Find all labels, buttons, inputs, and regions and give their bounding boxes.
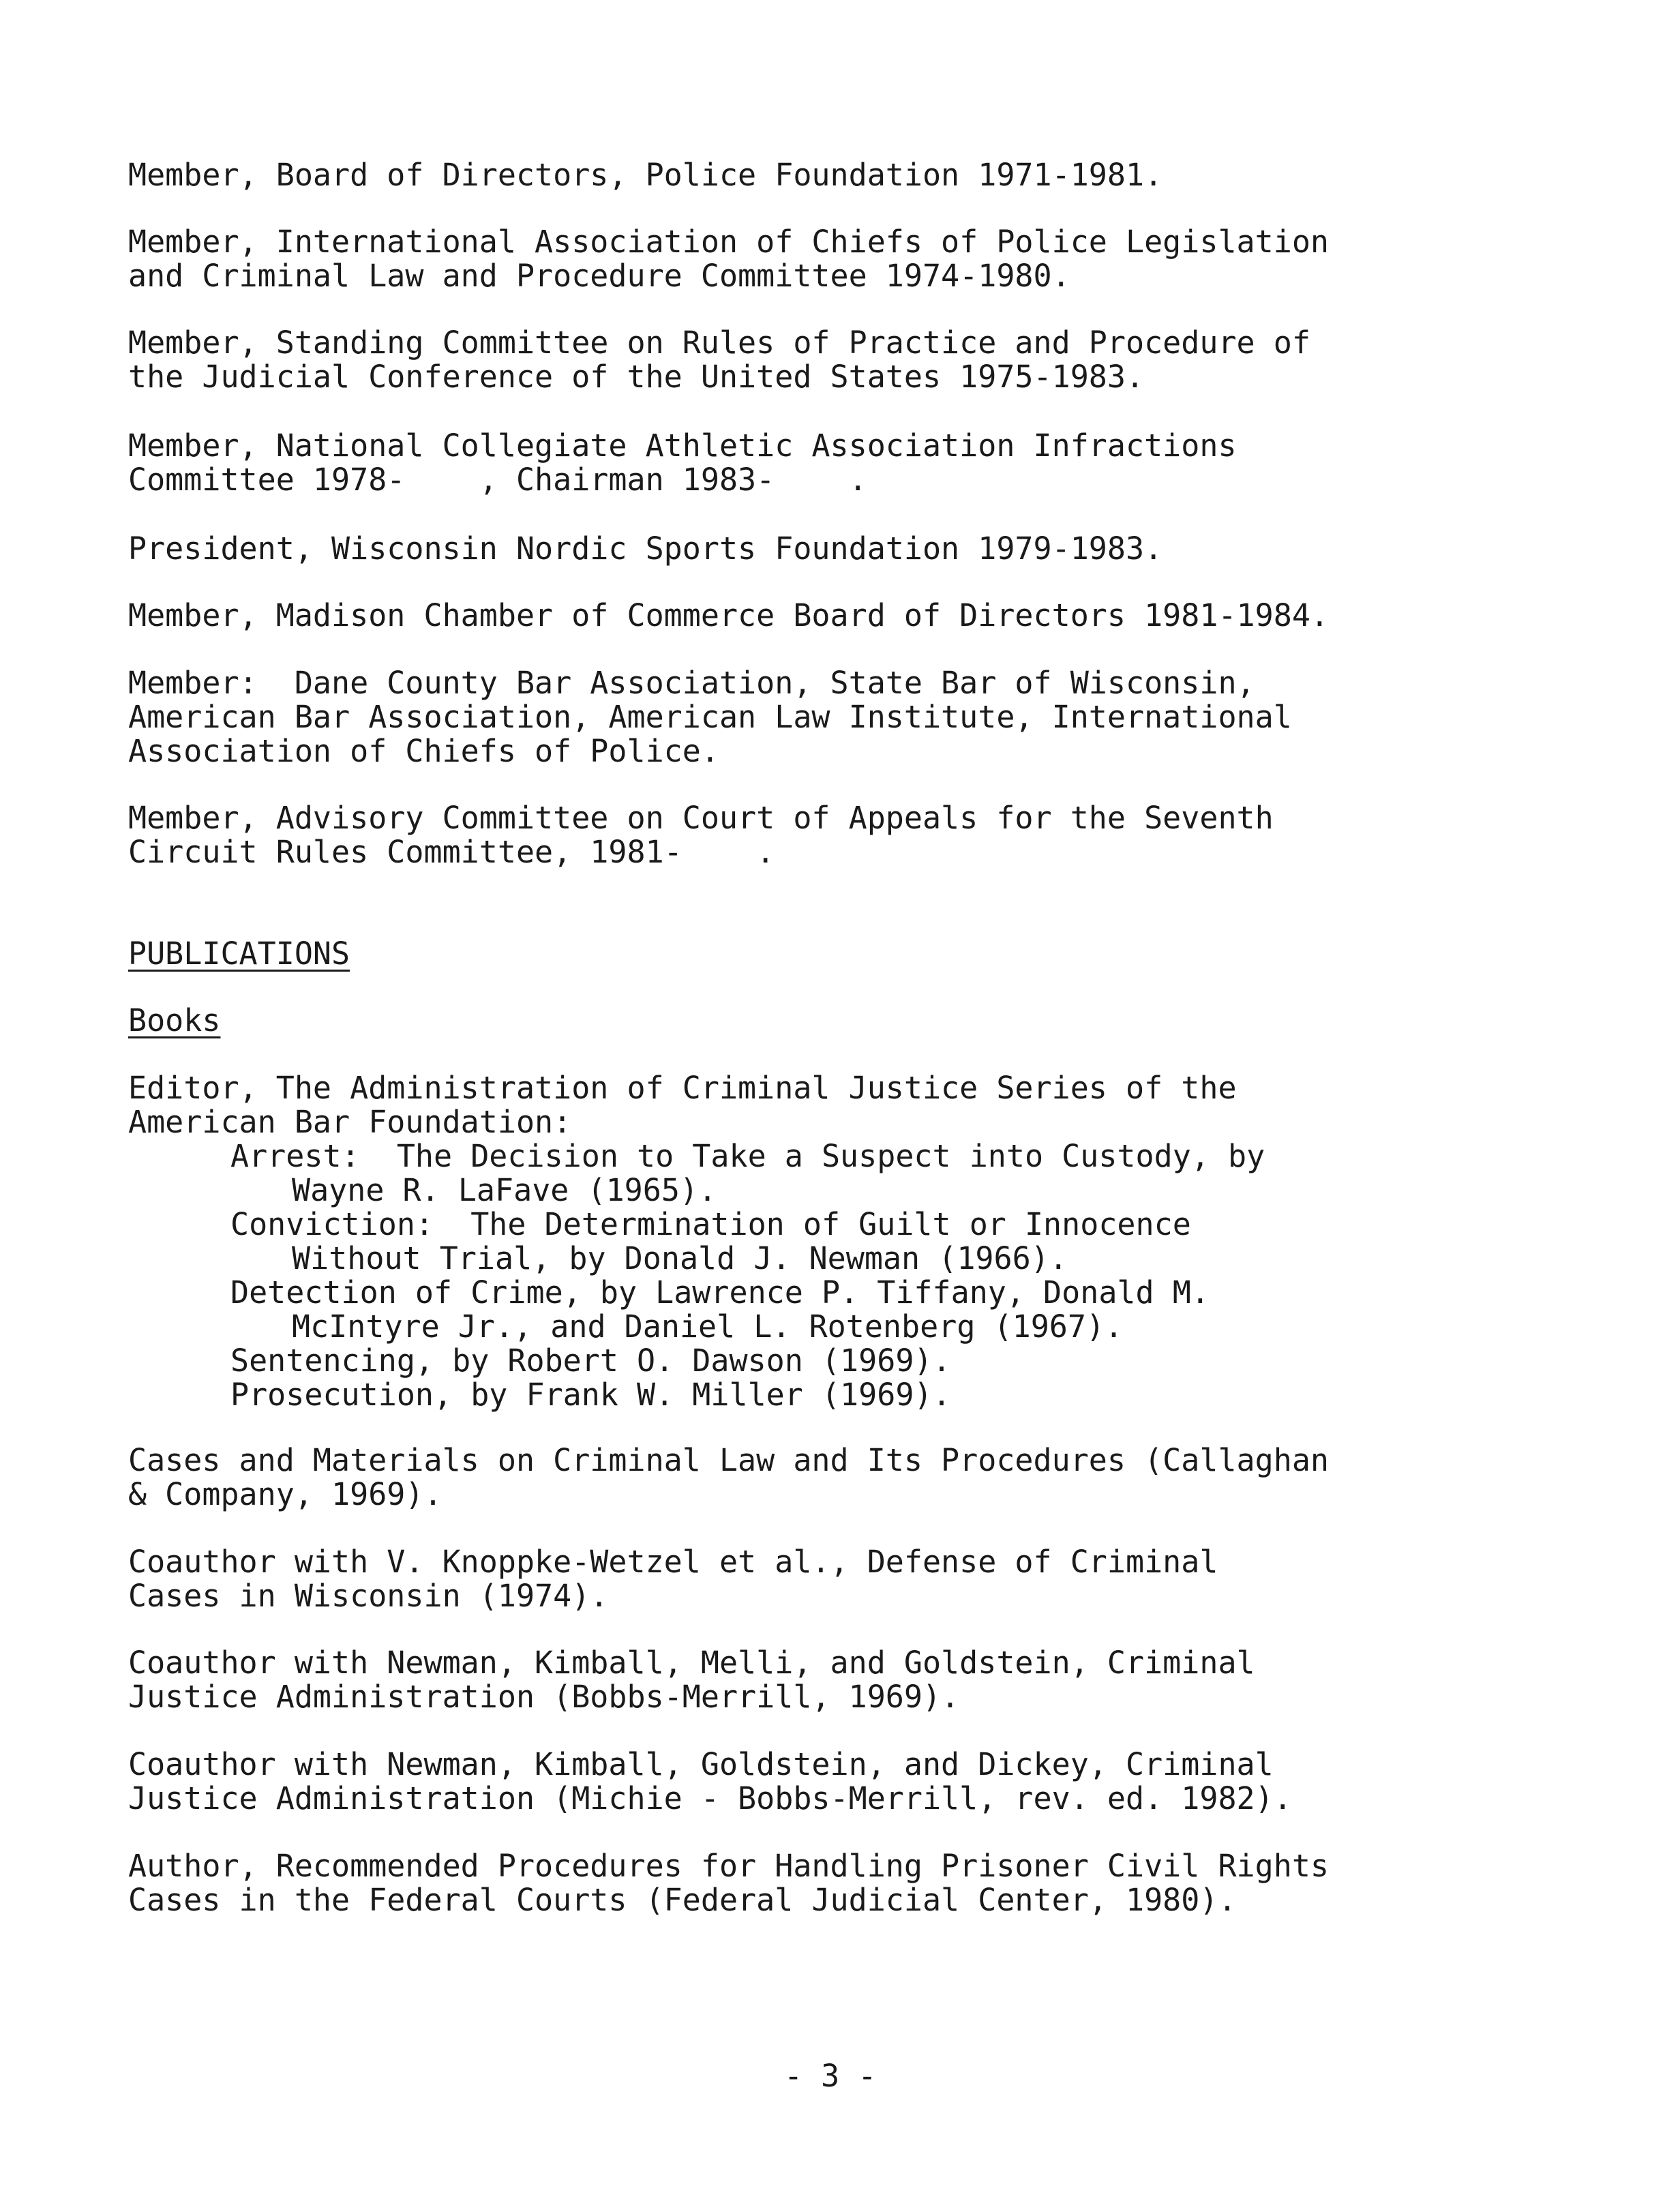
entry-line: Member: Dane County Bar Association, State Bar of Wisconsin,: [128, 665, 1255, 701]
entry-line: Author, Recommended Procedures for Handling Prisoner Civil Rights: [128, 1848, 1329, 1884]
books-heading: Books: [128, 1002, 221, 1038]
editor-entry: [128, 1071, 1628, 1412]
membership-entry: [128, 666, 1628, 768]
book-entry: [128, 1545, 1628, 1613]
entry-line: Member, Standing Committee on Rules of Practice and Procedure of: [128, 325, 1310, 361]
series-item: Detection of Crime, by Lawrence P. Tiffany, Donald M.: [230, 1274, 1210, 1311]
book-entry: [128, 1748, 1628, 1816]
series-item-continuation: Wayne R. LaFave (1965).: [292, 1172, 717, 1208]
entry-line: Justice Administration (Bobbs-Merrill, 1969).: [128, 1679, 960, 1715]
book-entry: [128, 1443, 1628, 1512]
entry-line: Member, Madison Chamber of Commerce Board of Directors 1981-1984.: [128, 597, 1329, 633]
series-item: Conviction: The Determination of Guilt or Innocence: [230, 1206, 1191, 1242]
entry-line: & Company, 1969).: [128, 1476, 442, 1512]
entry-line: President, Wisconsin Nordic Sports Foundation 1979-1983.: [128, 530, 1163, 567]
membership-entry: [128, 158, 1628, 192]
entry-line: Editor, The Administration of Criminal Justice Series of the: [128, 1070, 1237, 1106]
entry-line: Cases and Materials on Criminal Law and Its Procedures (Callaghan: [128, 1442, 1329, 1478]
membership-entry: [128, 429, 1628, 497]
series-item: Prosecution, by Frank W. Miller (1969).: [230, 1377, 951, 1413]
membership-entry: [128, 225, 1628, 293]
entry-line: Member, Board of Directors, Police Foundation 1971-1981.: [128, 157, 1163, 193]
entry-line: Member, National Collegiate Athletic Association Infractions: [128, 428, 1237, 464]
series-item: Sentencing, by Robert O. Dawson (1969).: [230, 1343, 951, 1379]
membership-entry: [128, 801, 1628, 869]
membership-entry: [128, 599, 1628, 633]
entry-line: Coauthor with V. Knoppke-Wetzel et al., Defense of Criminal: [128, 1544, 1218, 1580]
entry-line: Cases in the Federal Courts (Federal Judicial Center, 1980).: [128, 1882, 1237, 1918]
entry-line: Justice Administration (Michie - Bobbs-Merrill, rev. ed. 1982).: [128, 1780, 1292, 1816]
series-item-continuation: Without Trial, by Donald J. Newman (1966).: [292, 1240, 1068, 1276]
membership-entry: [128, 532, 1628, 566]
membership-entry: [128, 326, 1628, 394]
book-entry: [128, 1849, 1628, 1917]
book-entry: [128, 1646, 1628, 1714]
series-item-continuation: McIntyre Jr., and Daniel L. Rotenberg (1967).: [292, 1308, 1124, 1345]
entry-line: Cases in Wisconsin (1974).: [128, 1578, 609, 1614]
page-number: - 3 -: [784, 2058, 877, 2094]
entry-line: Member, Advisory Committee on Court of Appeals for the Seventh: [128, 800, 1274, 836]
entry-line: and Criminal Law and Procedure Committee 1974-1980.: [128, 258, 1070, 294]
entry-line: Association of Chiefs of Police.: [128, 733, 719, 769]
publications-heading: PUBLICATIONS: [128, 935, 350, 972]
entry-line: American Bar Association, American Law Institute, International: [128, 699, 1292, 735]
entry-line: Coauthor with Newman, Kimball, Goldstein, and Dickey, Criminal: [128, 1746, 1274, 1782]
entry-line: Member, International Association of Chiefs of Police Legislation: [128, 224, 1329, 260]
series-item: Arrest: The Decision to Take a Suspect into Custody, by: [230, 1138, 1265, 1174]
entry-line: Committee 1978- , Chairman 1983- .: [128, 462, 867, 498]
entry-line: the Judicial Conference of the United States 1975-1983.: [128, 359, 1145, 395]
entry-line: American Bar Foundation:: [128, 1104, 572, 1140]
entry-line: Coauthor with Newman, Kimball, Melli, and Goldstein, Criminal: [128, 1645, 1255, 1681]
entry-line: Circuit Rules Committee, 1981- .: [128, 834, 775, 870]
